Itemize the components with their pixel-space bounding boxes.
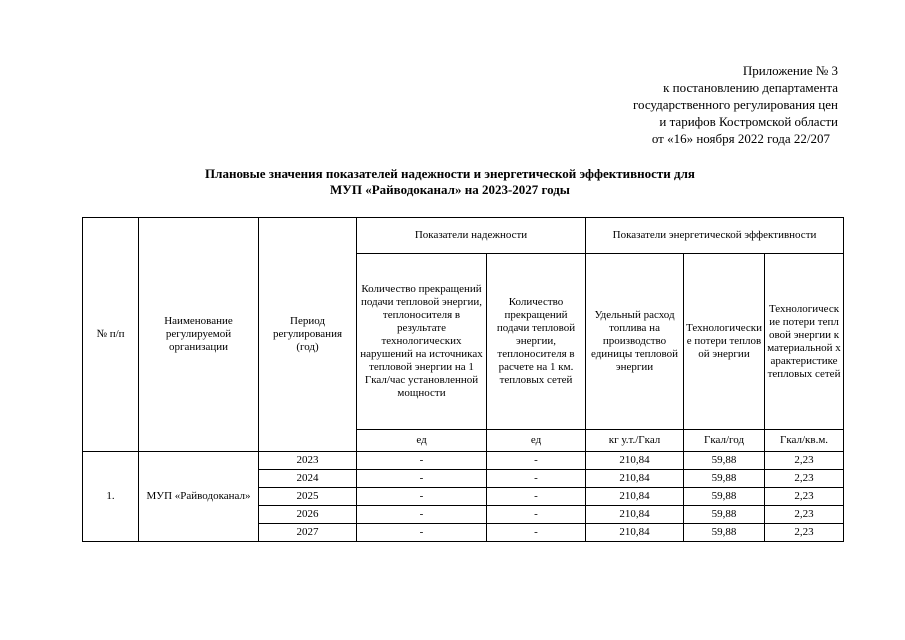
cell-en1: 210,84 bbox=[586, 470, 684, 488]
title-line-2: МУП «Райводоканал» на 2023-2027 годы bbox=[330, 182, 570, 197]
appendix-header bbox=[633, 62, 838, 147]
appendix-resolution: к постановлению департамента bbox=[663, 80, 838, 95]
header-energy-group: Показатели энергетической эффективности bbox=[586, 218, 844, 254]
table-row bbox=[83, 452, 844, 470]
cell-year: 2027 bbox=[259, 524, 357, 542]
title-line-1: Плановые значения показателей надежности и энергетической эффективности для bbox=[205, 166, 695, 181]
appendix-date: от «16» ноября 2022 года 22/207 bbox=[651, 131, 830, 146]
cell-rel2: - bbox=[487, 524, 586, 542]
row-number: 1. bbox=[83, 452, 139, 542]
cell-en3: 2,23 bbox=[765, 488, 844, 506]
unit-heat-losses: Гкал/год bbox=[684, 430, 765, 452]
cell-en2: 59,88 bbox=[684, 488, 765, 506]
cell-year: 2025 bbox=[259, 488, 357, 506]
cell-rel2: - bbox=[487, 506, 586, 524]
header-reliability-network: Количество прекращений подачи тепловой энергии, теплоносителя в расчете на 1 км. тепловых сетей bbox=[487, 254, 586, 430]
cell-rel2: - bbox=[487, 470, 586, 488]
cell-en1: 210,84 bbox=[586, 524, 684, 542]
cell-rel2: - bbox=[487, 488, 586, 506]
header-heat-losses: Технологические потери тепловой энергии bbox=[684, 254, 765, 430]
header-reliability-source: Количество прекращений подачи тепловой энергии, теплоносителя в результате технологических нарушений на источниках тепловой энергии на 1 Гкал/час установленной мощности bbox=[357, 254, 487, 430]
indicators-table bbox=[82, 217, 844, 542]
header-reliability-group: Показатели надежности bbox=[357, 218, 586, 254]
cell-en2: 59,88 bbox=[684, 452, 765, 470]
cell-en3: 2,23 bbox=[765, 452, 844, 470]
appendix-number: Приложение № 3 bbox=[742, 63, 838, 78]
cell-en3: 2,23 bbox=[765, 506, 844, 524]
header-num: № п/п bbox=[83, 218, 139, 452]
appendix-department: государственного регулирования цен bbox=[633, 97, 838, 112]
header-fuel-consumption: Удельный расход топлива на производство единицы тепловой энергии bbox=[586, 254, 684, 430]
cell-en2: 59,88 bbox=[684, 506, 765, 524]
unit-reliability-network: ед bbox=[487, 430, 586, 452]
cell-rel1: - bbox=[357, 506, 487, 524]
cell-rel1: - bbox=[357, 524, 487, 542]
cell-en1: 210,84 bbox=[586, 506, 684, 524]
header-organization: Наименование регулируемой организации bbox=[139, 218, 259, 452]
cell-year: 2023 bbox=[259, 452, 357, 470]
cell-year: 2026 bbox=[259, 506, 357, 524]
cell-en2: 59,88 bbox=[684, 470, 765, 488]
cell-year: 2024 bbox=[259, 470, 357, 488]
cell-rel1: - bbox=[357, 488, 487, 506]
cell-en3: 2,23 bbox=[765, 524, 844, 542]
cell-en1: 210,84 bbox=[586, 488, 684, 506]
cell-en1: 210,84 bbox=[586, 452, 684, 470]
cell-rel1: - bbox=[357, 452, 487, 470]
header-specific-losses: Технологические потери тепловой энергии к материальной характеристике тепловых сетей bbox=[765, 254, 844, 430]
cell-rel2: - bbox=[487, 452, 586, 470]
unit-fuel-consumption: кг у.т./Гкал bbox=[586, 430, 684, 452]
cell-rel1: - bbox=[357, 470, 487, 488]
unit-specific-losses: Гкал/кв.м. bbox=[765, 430, 844, 452]
cell-en3: 2,23 bbox=[765, 470, 844, 488]
organization-name: МУП «Райводоканал» bbox=[139, 452, 259, 542]
unit-reliability-source: ед bbox=[357, 430, 487, 452]
cell-en2: 59,88 bbox=[684, 524, 765, 542]
header-period: Период регулирования (год) bbox=[259, 218, 357, 452]
appendix-region: и тарифов Костромской области bbox=[659, 114, 838, 129]
document-title bbox=[60, 166, 840, 198]
